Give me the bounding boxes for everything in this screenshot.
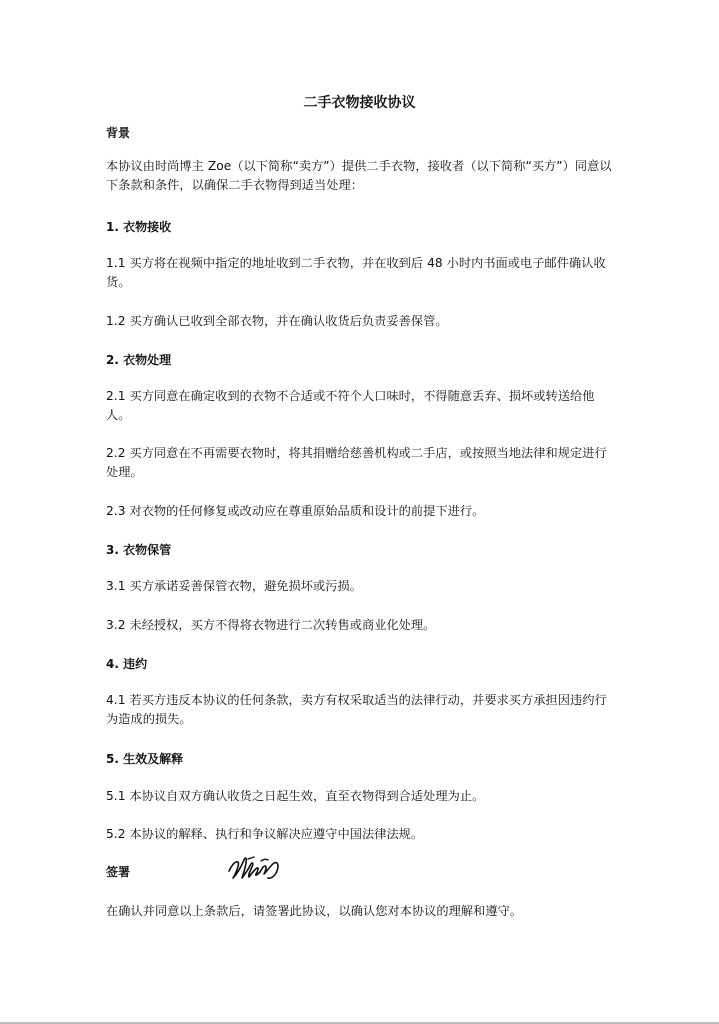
closing-paragraph: 在确认并同意以上条款后，请签署此协议，以确认您对本协议的理解和遵守。 bbox=[106, 904, 523, 918]
clause-2-3: 2.3 对衣物的任何修复或改动应在尊重原始品质和设计的前提下进行。 bbox=[106, 504, 485, 518]
clause-1-1: 1.1 买方将在视频中指定的地址收到二手衣物，并在收到后 48 小时内书面或电子邮件确认收货。 bbox=[106, 256, 606, 289]
handwritten-signature bbox=[226, 851, 282, 885]
section-heading-handling: 2. 衣物处理 bbox=[106, 353, 172, 367]
clause-5-1: 5.1 本协议自双方确认收货之日起生效，直至衣物得到合适处理为止。 bbox=[106, 789, 485, 803]
intro-paragraph: 本协议由时尚博主 Zoe（以下简称“卖方”）提供二手衣物，接收者（以下简称“买方”）同意以下条款和条件，以确保二手衣物得到适当处理： bbox=[106, 159, 612, 192]
section-heading-custody: 3. 衣物保管 bbox=[106, 543, 172, 557]
section-heading-receipt: 1. 衣物接收 bbox=[106, 220, 172, 234]
clause-1-2: 1.2 买方确认已收到全部衣物，并在确认收货后负责妥善保管。 bbox=[106, 314, 448, 328]
section-heading-breach: 4. 违约 bbox=[106, 657, 148, 671]
clause-2-2: 2.2 买方同意在不再需要衣物时，将其捐赠给慈善机构或二手店，或按照当地法律和规定进行处理。 bbox=[106, 446, 607, 479]
clause-3-2: 3.2 未经授权，买方不得将衣物进行二次转售或商业化处理。 bbox=[106, 618, 436, 632]
clause-2-1: 2.1 买方同意在确定收到的衣物不合适或不符个人口味时，不得随意丢弃、损坏或转送给他人。 bbox=[106, 389, 595, 422]
document-title: 二手衣物接收协议 bbox=[303, 95, 416, 111]
background-heading: 背景 bbox=[106, 126, 131, 140]
clause-5-2: 5.2 本协议的解释、执行和争议解决应遵守中国法律法规。 bbox=[106, 827, 424, 841]
clause-3-1: 3.1 买方承诺妥善保管衣物，避免损坏或污损。 bbox=[106, 579, 362, 593]
clause-4-1: 4.1 若买方违反本协议的任何条款，卖方有权采取适当的法律行动，并要求买方承担因违约行为造成的损失。 bbox=[106, 693, 607, 726]
signature-label: 签署 bbox=[106, 865, 131, 879]
section-heading-effect: 5. 生效及解释 bbox=[106, 752, 184, 766]
